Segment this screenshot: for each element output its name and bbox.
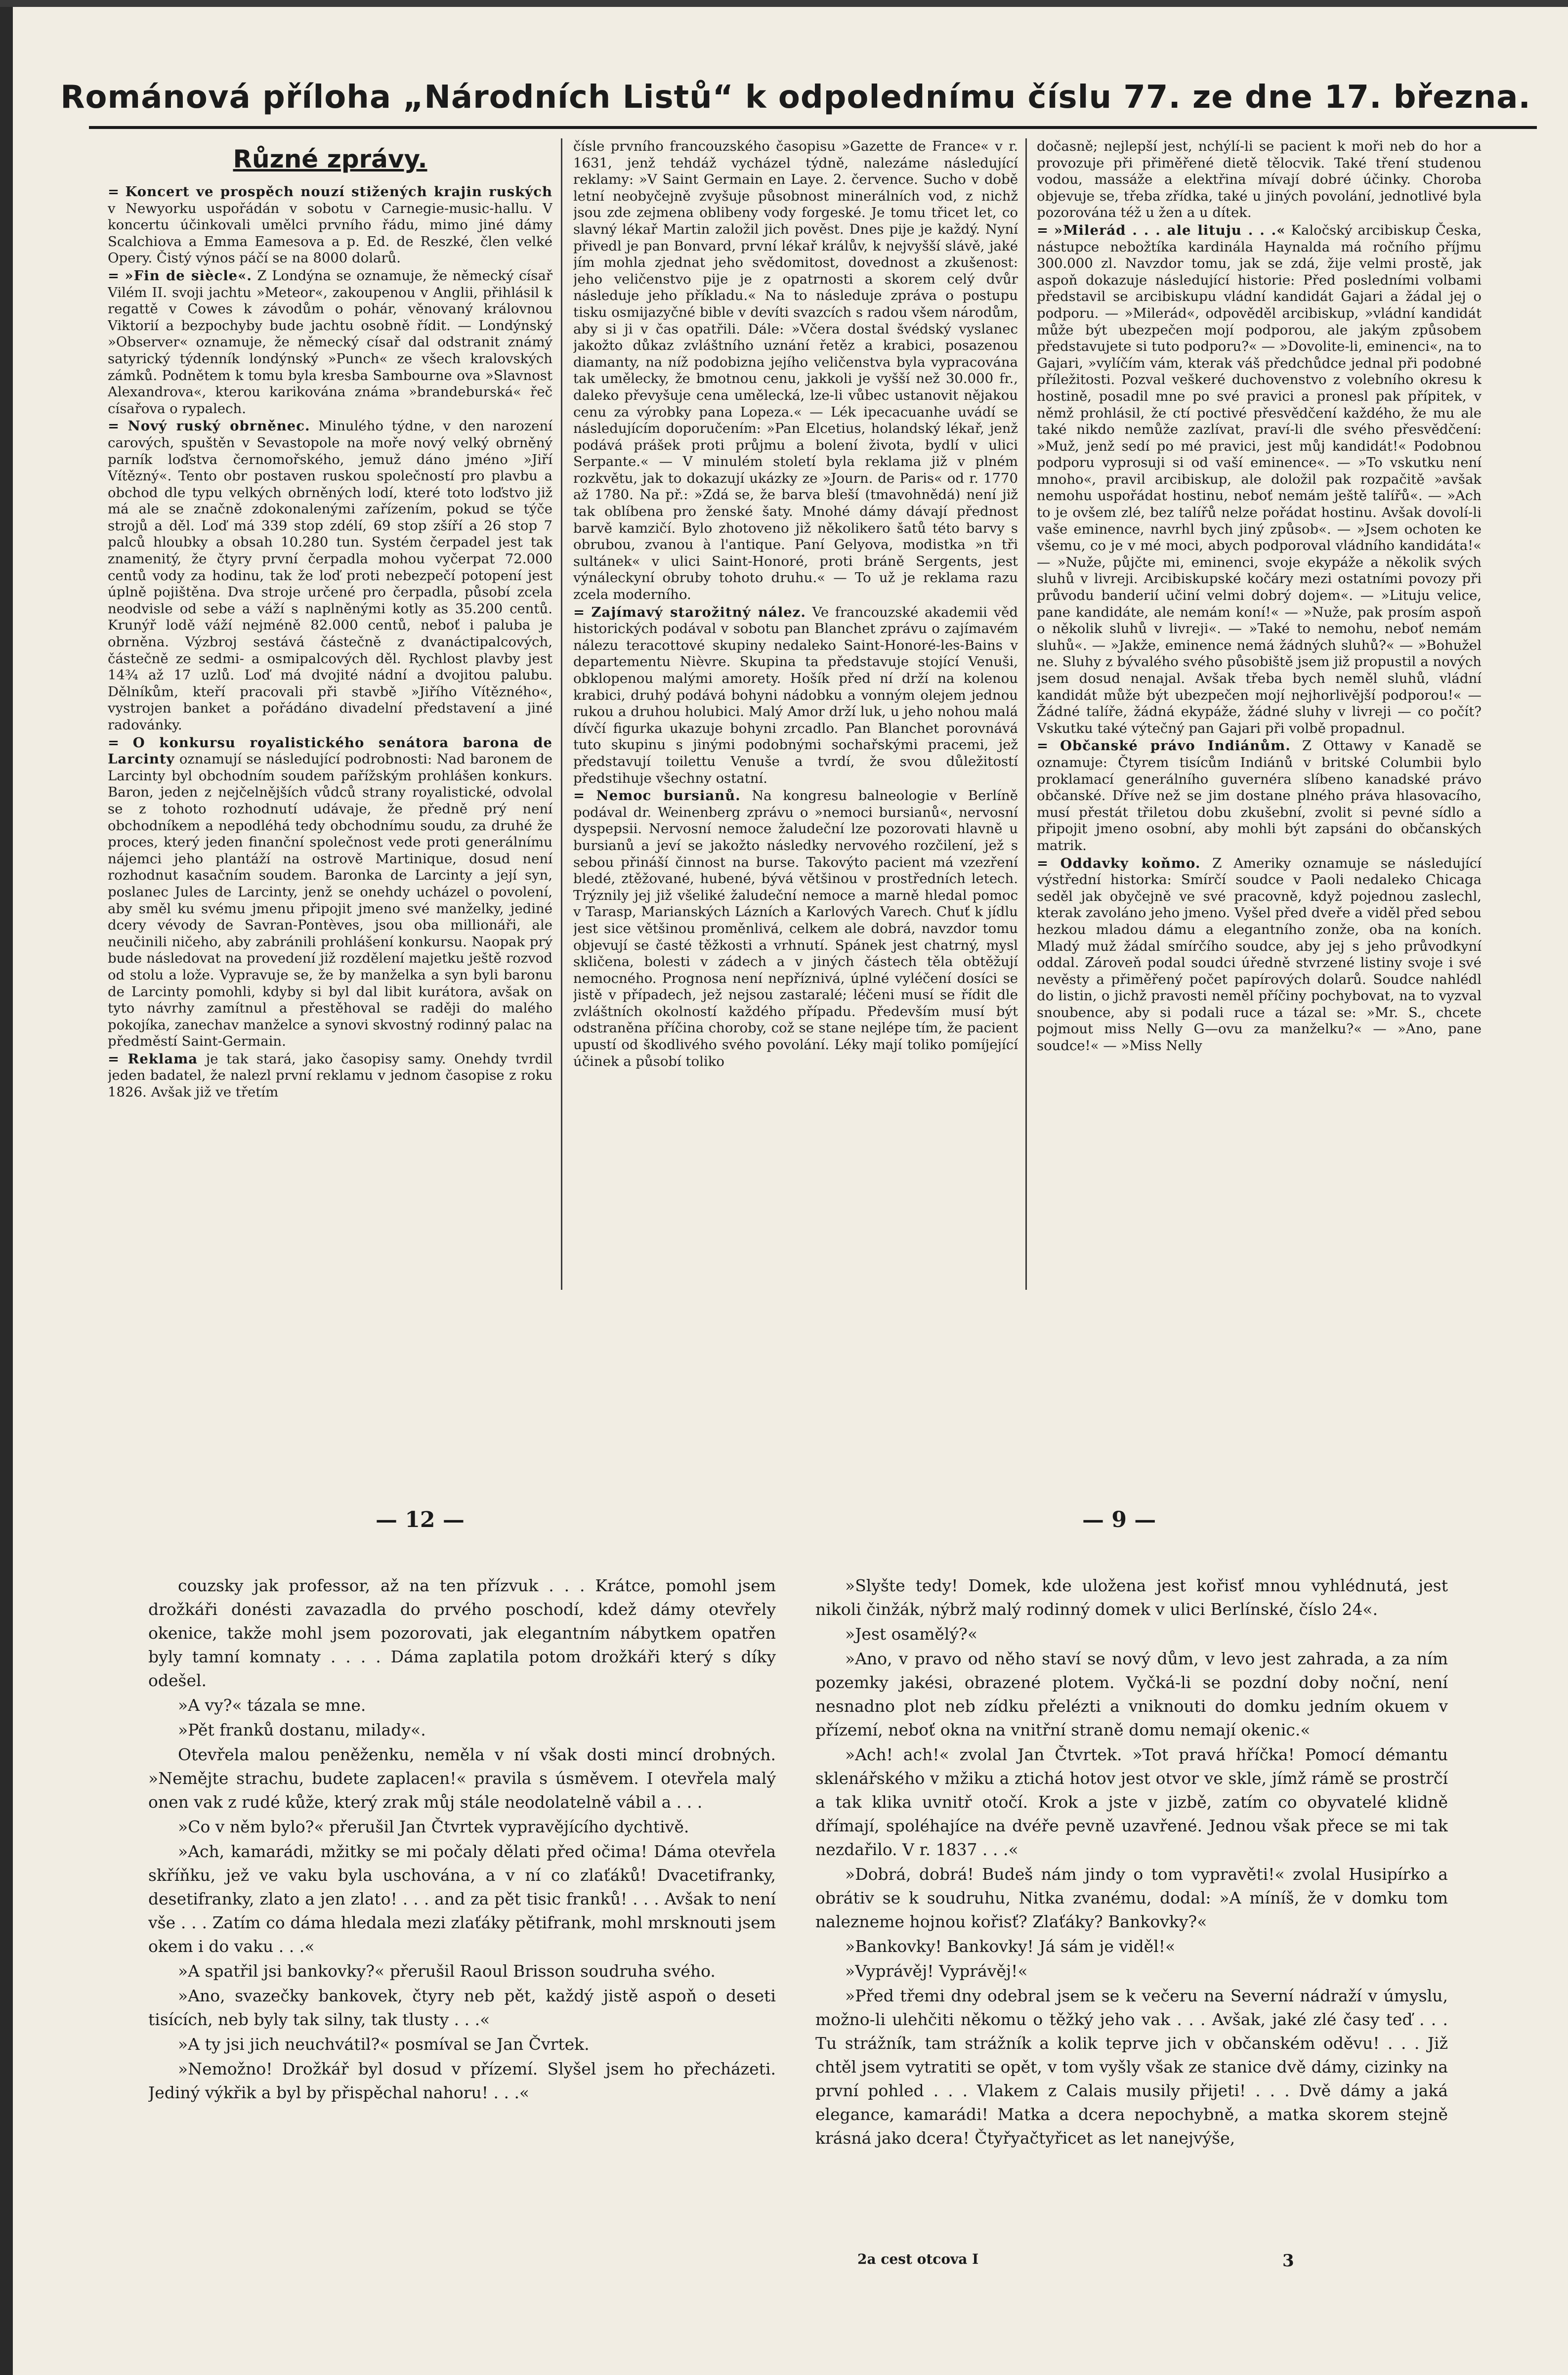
novel-paragraph: »Ach, kamarádi, mžitky se mi počaly dělati před očima! Dáma otevřela skříňku, jež ve vaku byla uschována, a v ní co zlaťáků! Dvacetifranky, desetifranky, zlato a jen zlato! . . . and za pět tisic franků! . . . Avšak to není vše . . . Zatím co dáma hledala mezi zlaťáky pětifrank, mohl mrsknouti jsem okem i do vaku . . .« (148, 1842, 776, 1956)
scan-edge-top (0, 0, 1568, 7)
item-text: Z Ameriky oznamuje se následující výstřední historka: Smírčí soudce v Paoli nedaleko Chicaga seděl jak obyčejně ve své pracovně, když pojednou zaslechl, kterak zavoláno jeho jmeno. Vyšel před dveře a viděl před sebou hezkou mladou dámu a elegantního zonže, oba na koních. Mladý muž žádal smírčího soudce, aby jej s jeho průvodkyní oddal. Zároveň podal soudci úředně stvrzené listiny svoje i své nevěsty a přiměřený počet papírových dolarů. Soudce nahlédl do listin, o jichž pravosti neměl příčiny pochybovat, na to vyzval snoubence, aby si podali ruce a tázal se: »Mr. S., chcete pojmout miss Nelly G—ovu za manželku?« — »Ano, pane soudce!« — »Miss Nelly (1037, 855, 1482, 1054)
novel-page-right (815, 1574, 1448, 2236)
item-lead: »Fin de siècle«. (125, 267, 252, 284)
item-text: Minulého týdne, v den narození carových, spuštěn v Sevastopole na moře nový velký obrněný parník loďstva černomořského, jemuž dáno jméno »Jiří Vítězný«. Tento obr postaven ruskou společností pro plavbu a obchod dle typu velkých obrněných lodí, které toto loďstvo již má ale se značně zdokonalenými zařízením, pokud se týče strojů a děl. Loď má 339 stop zdélí, 69 stop zšíří a 26 stop 7 palců hloubky a obsah 10.280 tun. Systém čerpadel jest tak znamenitý, že čtyry první čerpadla mohou vyčerpat 72.000 centů vody za hodinu, tak že loď proti nebezpečí potopení jest úplně pojištěna. Dva stroje určené pro čerpadla, působí zcela neodvisle od sebe a váží s naplněnými kotly as 35.200 centů. Krunýř lodě váží nejméně 82.000 centů, neboť i paluba je obrněna. Výzbroj sestává částečně z dvanáctipalcových, částečně ze sedmi- a osmipalcových děl. Rychlost plavby jest 14¾ až 17 uzlů. Loď má dvojité nádní a dvojitou palubu. Dělníkům, kteří pracovali při stavbě »Jiřího Vítězného«, vystrojen banket a pořádáno divadelní představení a jiné radovánky. (108, 418, 552, 733)
signature-mark: 2a cest otcova I (857, 2251, 979, 2267)
news-item (108, 184, 552, 267)
header-rule (89, 126, 1537, 129)
novel-paragraph: Otevřela malou peněženku, neměla v ní však dosti mincí drobných. »Nemějte strachu, budete zaplacen!« pravila s úsměvem. I otevřela malý onen vak z rudé kůže, který zrak můj stále neodolatelně vábil a . . . (148, 1745, 776, 1812)
item-marker: = (573, 788, 596, 804)
novel-paragraph: »Bankovky! Bankovky! Já sám je viděl!« (845, 1937, 1176, 1956)
item-lead: O konkursu royalistického senátora barona de Larcinty (108, 734, 552, 767)
item-lead: Reklama (127, 1051, 198, 1067)
news-item (108, 1051, 552, 1101)
news-item (108, 418, 552, 733)
item-marker: = (108, 734, 133, 751)
novel-paragraph: couzsky jak professor, až na ten přízvuk . . . Krátce, pomohl jsem drožkáři donésti zavazadla do prvého poschodí, kdež dámy otevřely okenice, takže mohl jsem pozorovati, jak elegantním nábytkem opatřen byly tamní komnaty . . . . Dáma zaplatila potom drožkáři který s díky odešel. (148, 1576, 776, 1690)
column-divider (561, 138, 562, 1290)
news-column-3 (1037, 138, 1482, 1295)
novel-paragraph: »Co v něm bylo?« přerušil Jan Čtvrtek vypravějícího dychtivě. (178, 1817, 689, 1836)
item-text: čísle prvního francouzského časopisu »Gazette de France« v r. 1631, jenž tehdáž vycházel týdně, nalezáme následující reklamy: »V Saint Germain en Laye. 2. července. Sucho v době letní neobyčejně zvyšuje působnost minerálních vod, z nichž jsou zde zejmena oblibeny vody forgeské. Je tomu třicet let, co slavný lékař Martin založil jich pověst. Dnes pije je každý. Nyní přivedl je pan Bonvard, první lékař králův, k nejvyšší slávě, jaké jím mohla zjednat jeho svědomitost, dovednost a zkušenost: jeho veličenstvo pije je z opatrnosti a skorem celý dvůr následuje jeho příkladu.« Na to následuje zpráva o postupu tisku osmijazyčné bible v devíti svazcích s radou všem národům, aby si ji v čas opatřili. Dále: »Včera dostal švédský vyslanec jakožto důkaz zvláštního uznání řetěz a krabici, posazenou diamanty, na níž podobizna jejího veličenstva byla vypracována tak umělecky, že bmotnou cenu, jakkoli je vyšší než 30.000 fr., daleko převyšuje cena umělecká, lze-li vůbec ustanovit nějakou cenu za výrobky pana Lopeza.« — Lék ipecacuanhe uvádí se následujícím doporučením: »Pan Elcetius, holandský lékař, jenž podává prášek proti průjmu a bolení života, bydlí v ulici Serpante.« — V minulém století byla reklama již v plném rozkvětu, jak to dokazují ukázky ze »Journ. de Paris« od r. 1770 až 1780. Na př.: »Zdá se, že barva bleší (tmavohnědá) není již tak oblíbena pro ženské šaty. Mnohé dámy dávají přednost barvě kamzičí. Bylo zhotoveno již několikero šatů této barvy s obrubou, zvanou à l'antique. Paní Gelyova, modistka »n tři sultánek« v ulici Saint-Honoré, proti bráně Sergents, jest výnáleckyní obruby tohoto druhu.« — To už je reklama razu zcela moderního. (573, 138, 1018, 603)
novel-paragraph: »Ach! ach!« zvolal Jan Čtvrtek. »Tot pravá hříčka! Pomocí démantu sklenářského v mžiku a ztichá hotov jest otvor ve skle, jímž rámě se prostrčí a tak klika uvnitř otočí. Krok a jste v jizbě, zatím co obyvatelé klidně dřímají, spoléhajíce na dvéře pevně uzavřené. Jednou však přece se mi tak nezdařilo. V r. 1837 . . .« (815, 1745, 1448, 1859)
news-item (573, 788, 1018, 1070)
item-marker: = (1037, 738, 1060, 754)
novel-paragraph: »A vy?« tázala se mne. (178, 1696, 366, 1715)
news-item (1037, 222, 1482, 737)
news-item (1037, 738, 1482, 854)
item-text: je tak stará, jako časopisy samy. Onehdy tvrdil jeden badatel, že nalezl první reklamu v jednom časopise z roku 1826. Avšak již ve třetím (108, 1051, 552, 1101)
page-footer (857, 2251, 1450, 2271)
item-text: dočasně; nejlepší jest, nchýlí-li se pacient k moři neb do hor a provozuje při přiměřené dietě tělocvik. Také tření studenou vodou, massáže a elektřina mívají dobré účinky. Choroba objevuje se, třeba zřídka, také u jiných povolání, jednotlivé byla pozorována též u žen a u dítek. (1037, 138, 1482, 221)
item-text: Z Londýna se oznamuje, že německý císař Vilém II. svoji jachtu »Meteor«, zakoupenou v Anglii, přihlásil k regattě v Cowes k závodům o pohár, věnovaný královnou Viktorií a bezpochyby bude jachtu osobně řídit. — Londýnský »Observer« oznamuje, že německý císař dal odstranit známý satyrický týdenník londýnský »Punch« ze všech kralovských zámků. Podnětem k tomu byla kresba Sambourne ova »Slavnost Alexandrova«, kterou karikována známa »brandeburská« řeč císařova o rypalech. (108, 267, 552, 417)
item-lead: Oddavky koňmo. (1060, 855, 1201, 871)
novel-paragraph: »Slyšte tedy! Domek, kde uložena jest kořisť mnou vyhlédnutá, jest nikoli činžák, nýbrž malý rodinný domek v ulici Berlínské, číslo 24«. (815, 1576, 1448, 1619)
item-lead: »Milerád . . . ale lituju . . .« (1054, 222, 1286, 238)
item-lead: Nemoc bursianů. (596, 788, 741, 804)
section-title: Různé zprávy. (233, 145, 427, 173)
item-text: Ve francouzské akademii věd historických podával v sobotu pan Blanchet zprávu o zajímavém nálezu teracottové skupiny nedaleko Saint-Honoré-les-Bains v departementu Nièvre. Skupina ta představuje stojící Venuši, obklopenou malými amorety. Hošík před ní drží na kolenou krabici, druhý podává bohyni nádobku a vonným olejem jednou rukou a druhou holubici. Malý Amor drží luk, u jeho nohou malá dívčí figurka ukazuje bohyni zrcadlo. Pan Blanchet porovnává tuto skupinu s jinými podobnými sochařskými pracemi, jež představují toilettu Venuše a tvrdí, že svou důležitostí předstihuje všechny ostatní. (573, 604, 1018, 786)
item-text: Na kongresu balneologie v Berlíně podával dr. Weinenberg zprávu o »nemoci bursianů«, nervosní dyspepsii. Nervosní nemoce žaludeční lze pozorovati hlavně u bursianů a jeví se jakožto následky nervového rozčilení, jež s sebou přináší činnost na burse. Takovýto pacient má vzezření bledé, ztěžované, hubené, bývá většinou v prostředních letech. Trýznily jej již všeliké žaludeční nemoce a marně hledal pomoc v Tarasp, Marianských Lázních a Karlových Varech. Chuť k jídlu jest sice většinou proměnlivá, celkem ale dobrá, navzdor tomu objevují se časté těžkosti a vrhnutí. Spánek jest chatrný, mysl skličena, bolesti v zádech a v jiných částech těla obtěžují nemocného. Prognosa není nepříznivá, úplné vyléčení dosíci se jistě v případech, jež nejsou zastaralé; léčeni musí se řídit dle zvláštních okolností každého případu. Především musí být odstraněna příčina choroby, což se stane nejlépe tím, že pacient upustí od škodlivého svého povolání. Léky mají toliko pomíjející účinek a působí toliko (573, 788, 1018, 1069)
novel-paragraph: »Nemožno! Drožkář byl dosud v přízemí. Slyšel jsem ho přecházeti. Jediný výkřik a byl by přispěchal nahoru! . . .« (148, 2059, 776, 2102)
item-lead: Občanské právo Indiánům. (1060, 738, 1291, 754)
item-lead: Koncert ve prospěch nouzí stižených krajin ruských (125, 184, 552, 200)
item-text: Z Ottawy v Kanadě se oznamuje: Čtyrem tisícům Indiánů v britské Columbii bylo proklamací generálního guvernéra slíbeno kanadské právo občanské. Dříve než se jim dostane plného práva hlasovacího, musí přestát třiletou dobu zkušební, zvolit si pevné sídlo a připojit jmeno osobní, aby mohli být zapsáni do občanských matrik. (1037, 738, 1482, 853)
novel-page-left (148, 1574, 776, 2236)
sheet-number: 3 (1282, 2251, 1294, 2271)
supplement-header: Románová příloha „Národních Listů“ k odpolednímu číslu 77. ze dne 17. března. (60, 79, 1531, 116)
novel-paragraph: »Ano, v pravo od něho staví se nový dům, v levo jest zahrada, a za ním pozemky jakési, obrazené plotem. Vyčká-li se pozdní doby noční, není nesnadno plot neb zídku přelézti a vniknouti do domku jedním okuem v přízemí, neboť okna na vnitřní straně domu nemají okenic.« (815, 1649, 1448, 1739)
news-column-1 (108, 138, 552, 1295)
news-column-2 (573, 138, 1018, 1295)
news-item (1037, 855, 1482, 1055)
novel-paragraph: »Vyprávěj! Vyprávěj!« (845, 1961, 1028, 1981)
page-number-right: — 9 — (1082, 1507, 1156, 1532)
item-marker: = (108, 1051, 128, 1067)
item-marker: = (573, 604, 592, 620)
news-item (573, 604, 1018, 787)
item-marker: = (1037, 222, 1054, 238)
item-marker: = (108, 184, 126, 200)
news-item (108, 268, 552, 417)
page-number-left: — 12 — (376, 1507, 465, 1532)
news-item (108, 735, 552, 1050)
item-lead: Nový ruský obrněnec. (127, 418, 310, 434)
novel-paragraph: »Před třemi dny odebral jsem se k večeru na Severní nádraží v úmyslu, možno-li ulehčiti někomu o těžký jeho vak . . . Avšak, jaké zlé časy teď . . . Tu strážník, tam strážník a kolik teprve jich v občanském oděvu! . . . Již chtěl jsem vytratiti se opět, v tom vyšly však ze stanice dvě dámy, cizinky na první pohled . . . Vlakem z Calais musily přijeti! . . . Dvě dámy a jaká elegance, kamarádi! Matka a dcera nepochybně, a matka skorem stejně krásná jako dcera! Čtyřyačtyřicet as let nanejvýše, (815, 1986, 1448, 2148)
column-divider (1025, 138, 1027, 1290)
novel-paragraph: »Pět franků dostanu, milady«. (178, 1720, 426, 1739)
item-text: Kaločský arcibiskup Česka, nástupce nebožtíka kardinála Haynalda má ročního příjmu 300.000 zl. Navzdor tomu, jak se zdá, žije velmi prostě, jak aspoň dokazuje následující historie: Před posledními volbami představil se arcibiskupu vládní kandidát Gajari a žádal jej o podporu. — »Milerád«, odpověděl arcibiskup, »vládní kandidát může být ubezpečen mojí podporou, ale jakým způsobem představujete si tuto podporu?« — »Dovolite-li, eminenci«, na to Gajari, »vylíčím vám, kterak váš předchůdce jednal při podobné příležitosti. Pozval veškeré duchovenstvo z volebního okresu k hostině, posadil mne po své pravici a pronesl pak přípitek, v němž prohlásil, že ctí poctivé přesvědčení každého, že mu ale také nikdo nemůže zazlívat, praví-li dle svého přesvědčení: »Muž, jenž sedí po mé pravici, jest můj kandidát!« Podobnou podporu vyprosuji si od vaší eminence«. — »To vskutku není mnoho«, pravil arcibiskup, ale doložil pak rozpačitě »avšak nemohu uspořádat hostinu, neboť nemám ještě talířů«. — »Ach to je ovšem zlé, bez talířů nelze pořádat hostinu. Avšak dovolí-li vaše eminence, navrhl bych jiný způsob«. — »Jsem ochoten ke všemu, co je v mé moci, abych podporoval vládního kandidáta!« — »Nuže, půjčte mi, eminenci, svoje ekypáže a několik svých sluhů v livreji. Arcibiskupské kočáry mezi ostatními povozy při průvodu banderií učiní velmi dobrý dojem«. — »Lituju velice, pane kandidáte, ale nemám koní!« — »Nuže, pak prosím aspoň o několik sluhů v livreji«. — »Také to nemohu, neboť nemám sluhů«. — »Jakže, eminence nemá žádných sluhů?« — »Bohužel ne. Sluhy z bývalého svého působiště jsem již propustil a nových jsem dosud nenajal. Avšak třeba bych neměl sluhů, vládní kandidát může být ubezpečen mojí nejhorlivější podporou!« — Žádné talíře, žádná ekypáže, žádné sluhy v livreji — co počít? Vskutku také výtečný pan Gajari při volbě propadnul. (1037, 222, 1482, 736)
news-item (573, 138, 1018, 603)
item-marker: = (108, 418, 128, 434)
scan-edge-left (0, 0, 13, 2375)
novel-paragraph: »A spatřil jsi bankovky?« přerušil Raoul Brisson soudruha svého. (178, 1961, 716, 1981)
news-item (1037, 138, 1482, 221)
novel-paragraph: »A ty jsi jich neuchvátil?« posmíval se Jan Čvrtek. (178, 2035, 590, 2054)
item-marker: = (1037, 855, 1060, 871)
item-lead: Zajímavý starožitný nález. (591, 604, 806, 620)
item-text: oznamují se následující podrobnosti: Nad baronem de Larcinty byl obchodním soudem pařížským prohlášen konkurs. Baron, jeden z nejčelnějších vůdců strany royalistické, odvolal se z tohoto rozhodnutí udávaje, že předně prý není obchodníkem a nepodléhá tedy obchodnímu soudu, za druhé že proces, který jeden finanční společnost vede proti generálnímu nájemci jeho plantáží na ostrově Martinique, dosud není rozhodnut kasačním soudem. Baronka de Larcinty a její syn, poslanec Jules de Larcinty, jenž se onehdy ucházel o povolení, aby směl ku svému jmenu připojit jmeno své manželky, jediné dcery vévody de Savran-Pontèves, jsou oba millionáři, ale neučinili ničeho, aby zabránili prohlášení konkursu. Naopak prý bude následovat na provedení již rozdělení majetku ještě rozvod od stolu a lože. Vypravuje se, že by manželka a syn byli baronu de Larcinty pomohli, kdyby si byl dal libit kurátora, avšak on tyto návrhy zamítnul a přestěhoval se raději do malého pokojíka, zanechav manželce a synovi skvostný rodinný palac na předměstí Saint-Germain. (108, 751, 552, 1050)
novel-paragraph: »Dobrá, dobrá! Budeš nám jindy o tom vypravěti!« zvolal Husipírko a obrátiv se k soudruhu, Nitka zvanému, dodal: »A míníš, že v domku tom nalezneme hojnou kořisť? Zlaťáky? Bankovky?« (815, 1865, 1448, 1931)
novel-paragraph: »Jest osamělý?« (845, 1624, 978, 1644)
novel-paragraph: »Ano, svazečky bankovek, čtyry neb pět, každý jistě aspoň o deseti tisících, neb byly tak silny, tak tlusty . . .« (148, 1986, 776, 2029)
item-marker: = (108, 267, 125, 284)
item-text: v Newyorku uspořádán v sobotu v Carnegie-music-hallu. V koncertu účinkovali umělci prvního řádu, mimo jiné dámy Scalchiova a Emma Eamesova a p. Ed. de Reszké, člen velké Opery. Čistý výnos páčí se na 8000 dolarů. (108, 200, 552, 266)
